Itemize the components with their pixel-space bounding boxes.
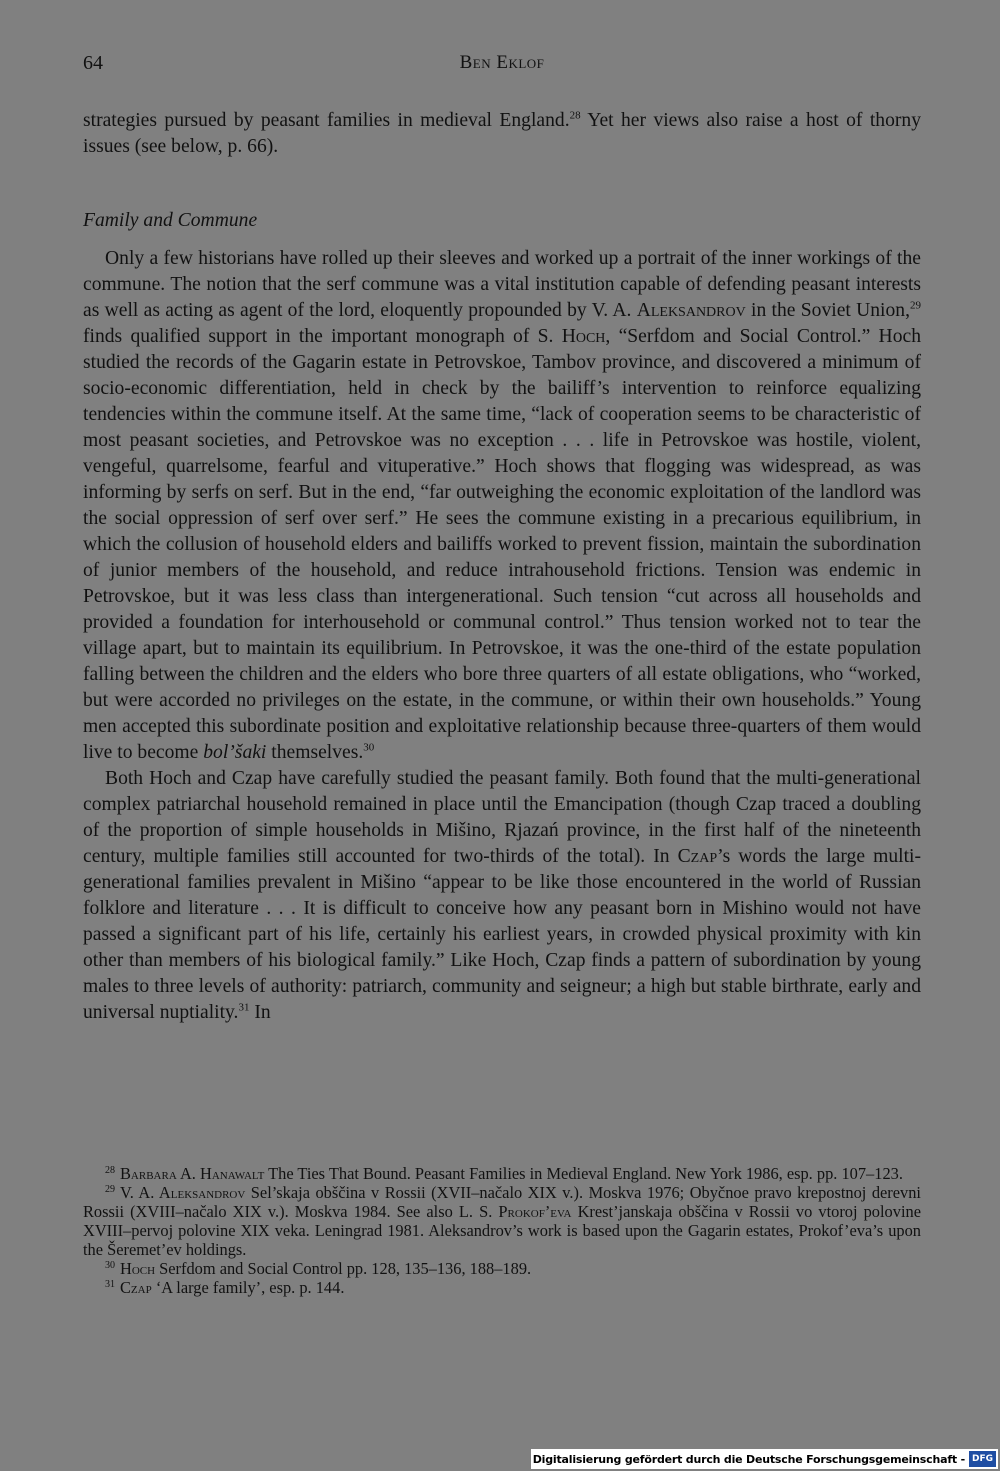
paragraph-1: strategies pursued by peasant families in medieval England.$^{28}$ Yet her views also raise a host of thorny issues (see below, p. 66). xyxy=(83,109,921,157)
paragraph-3: Both Hoch and Czap have carefully studied the peasant family. Both found that the multi-generational complex patriarchal household remained in place until the Emancipation (though Czap traced a doubling of the proportion of simple households in Mišino, Rjazań province, in the first half of the nineteenth century, multiple families still accounted for two-thirds of the total). In Czap’s words the large multi-generational families prevalent in Mišino “appear to be like those encountered in the world of Russian folklore and literature . . . It is difficult to conceive how any peasant born in Mishino would not have passed a significant part of his life, certainly his earliest years, in crowded physical proximity with kin other than members of his biological family.” Like Hoch, Czap finds a pattern of subordination by young males to three levels of authority: patriarch, community and seigneur; a high but stable birthrate, early and universal nuptiality.$^{31}$ In xyxy=(83,768,921,1023)
dfg-footer xyxy=(531,1449,998,1469)
author-name: Aleksandrov xyxy=(636,300,746,321)
dfg-credit: Digitalisierung gefördert durch die Deutsche Forschungsgemeinschaft - xyxy=(532,1452,965,1466)
footnotes xyxy=(83,1164,921,1297)
footnote-28: $^{28}$ Barbara A. Hanawalt The Ties That Bound. Peasant Families in Medieval England. New York 1986, esp. pp. 107–123. xyxy=(105,1164,903,1183)
footnote-31: $^{31}$ Czap ‘A large family’, esp. p. 144. xyxy=(105,1278,345,1297)
author-name: Hoch xyxy=(561,326,606,347)
footnote-ref-29: 29 xyxy=(910,299,921,312)
section-title: Family and Commune xyxy=(83,210,258,231)
footnote-30: $^{30}$ Hoch Serfdom and Social Control pp. 128, 135–136, 188–189. xyxy=(105,1259,532,1278)
page-number: 64 xyxy=(83,52,103,74)
footnote-ref-31: 31 xyxy=(238,1001,250,1014)
footnote-ref-30: 30 xyxy=(363,741,375,754)
running-head: Ben Eklof xyxy=(459,52,545,73)
main-text xyxy=(83,108,921,1026)
footnote-ref-28: 28 xyxy=(569,109,581,122)
italic-term: bol’šaki xyxy=(203,742,267,763)
footnote-29: $^{29}$ V. A. Aleksandrov Sel’skaja obščina v Rossii (XVII–načalo XIX v.). Moskva 1976; Obyčnoe pravo krepostnoj derevni Rossii (XVIII–načalo XIX v.). Moskva 1984. See also L. S. Prokof’eva Krest’janskaja obščina v Rossii vo vtoroj polovine XVIII–pervoj polovine XIX veka. Leningrad 1981. Aleksandrov’s work is based upon the Gagarin estates, Prokof’eva’s upon the Šeremet’ev holdings. xyxy=(83,1183,921,1259)
dfg-logo-icon: DFG xyxy=(969,1451,996,1467)
author-name: Czap xyxy=(677,846,718,867)
paragraph-2: Only a few historians have rolled up their sleeves and worked up a portrait of the inner workings of the commune. The notion that the serf commune was a vital institution capable of defending peasant interests as well as acting as agent of the lord, eloquently propounded by V. A. Aleksandrov in the Soviet Union,$^{29}$ finds qualified support in the important monograph of S. Hoch, “Serfdom and Social Control.” Hoch studied the records of the Gagarin estate in Petrovskoe, Tambov province, and discovered a minimum of socio-economic differentiation, held in check by the bailiff’s intervention to reinforce equalizing tendencies within the commune itself. At the same time, “lack of cooperation seems to be characteristic of most peasant societies, and Petrovskoe was no exception . . . life in Petrovskoe was hostile, violent, vengeful, quarrelsome, fearful and vituperative.” Hoch shows that flogging was widespread, as was informing by serfs on serf. But in the end, “far outweighing the economic exploitation of the landlord was the social oppression of serf over serf.” He sees the commune existing in a precarious equilibrium, in which the collusion of household elders and bailiffs worked to prevent fission, maintain the subordination of junior members of the household, and reduce intrahousehold frictions. Tension was endemic in Petrovskoe, but it was less class than intergenerational. Such tension “cut across all households and provided a foundation for interhousehold or communal control.” Thus tension worked not to tear the village apart, but to maintain its equilibrium. In Petrovskoe, it was the one-third of the estate population falling between the children and the elders who bore three quarters of all estate obligations, who “worked, but were accorded no privileges on the estate, in the commune, or within their own households.” Young men accepted this subordinate position and exploitative relationship because three-quarters of them would live to become bol’šaki themselves.$^{30}$ xyxy=(83,248,921,763)
page-header xyxy=(83,52,921,82)
